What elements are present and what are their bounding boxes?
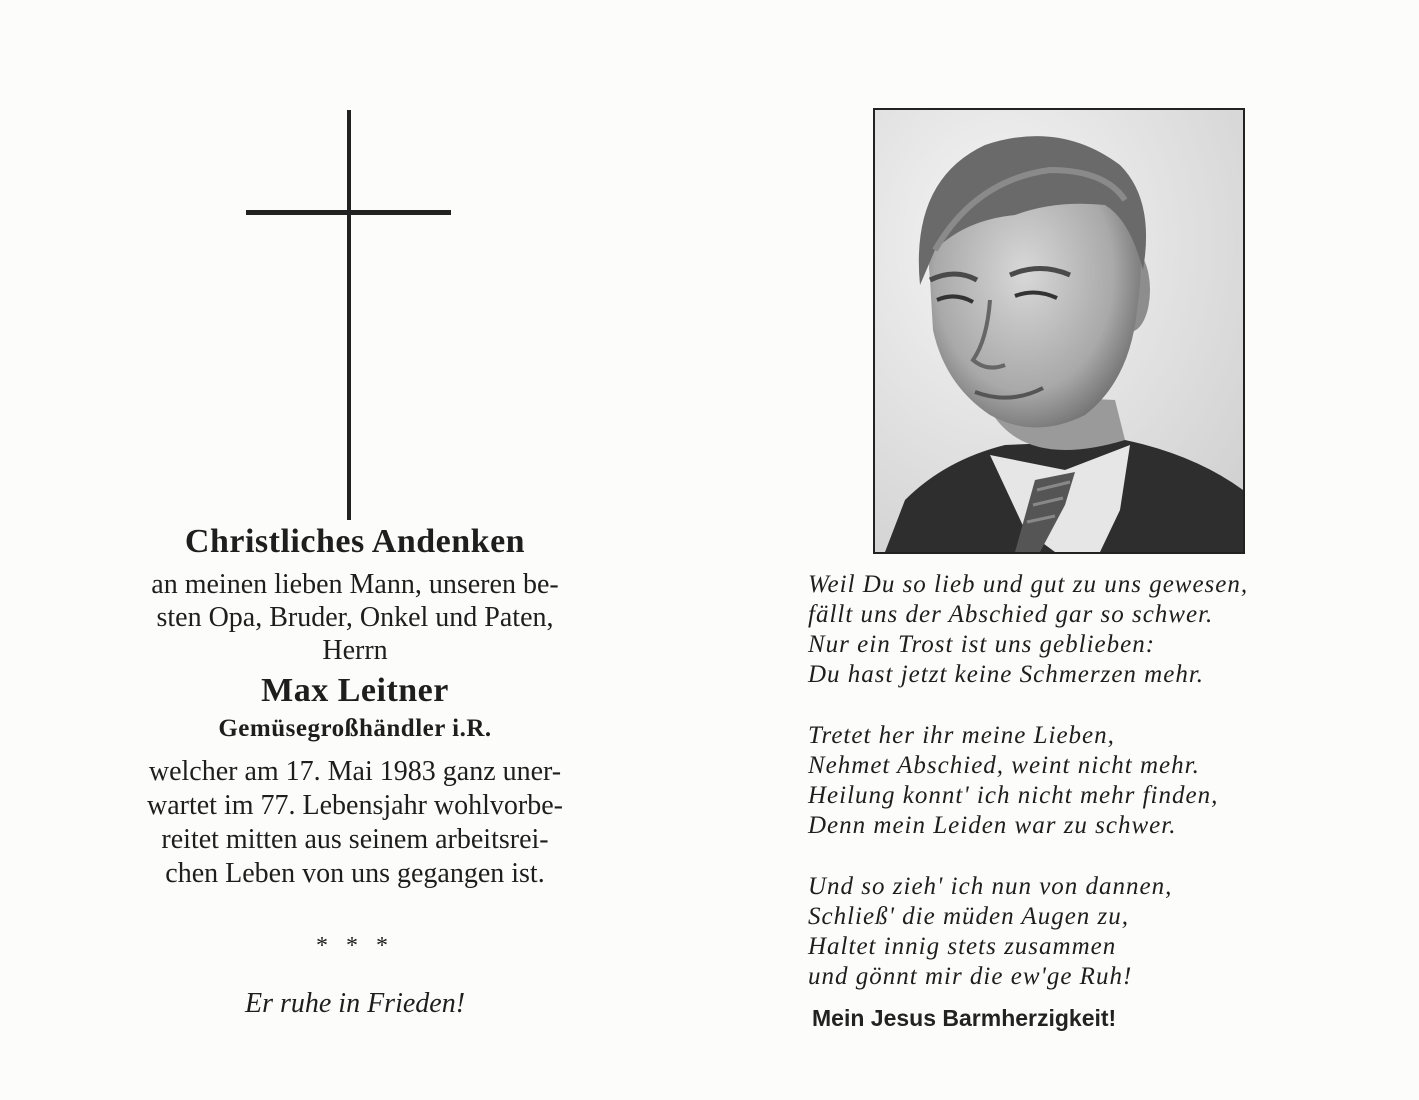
poem-stanza (808, 872, 1368, 992)
deceased-profession: Gemüsegroßhändler i.R. (218, 715, 492, 742)
intro-text (95, 568, 615, 667)
intro-line: an meinen lieben Mann, unseren be- (151, 569, 559, 600)
poem-line: Tretet her ihr meine Lieben, (808, 722, 1115, 749)
poem-line: Denn mein Leiden war zu schwer. (808, 812, 1177, 839)
notice-line: wartet im 77. Lebensjahr wohlvorbe- (147, 790, 563, 821)
notice-line: welcher am 17. Mai 1983 ganz uner- (148, 756, 562, 787)
poem-line: Nehmet Abschied, weint nicht mehr. (808, 752, 1200, 779)
poem-line: Schließ' die müden Augen zu, (808, 903, 1130, 930)
poem-line: Haltet innig stets zusammen (808, 933, 1117, 960)
rest-in-peace: Er ruhe in Frieden! (244, 988, 466, 1019)
deceased-name: Max Leitner (261, 672, 449, 709)
separator-stars: * * * (316, 933, 394, 959)
poem-line: Heilung konnt' ich nicht mehr finden, (808, 782, 1219, 809)
portrait-photo (873, 108, 1245, 554)
poem-line: Nur ein Trost ist uns geblieben: (808, 631, 1156, 658)
intro-line: Herrn (322, 635, 388, 666)
poem-line: Du hast jetzt keine Schmerzen mehr. (808, 661, 1205, 688)
cross-horizontal-bar (246, 210, 451, 215)
memorial-poem (808, 570, 1368, 1023)
death-notice (95, 755, 615, 891)
notice-line: chen Leben von uns gegangen ist. (165, 858, 545, 889)
memorial-title: Christliches Andenken (184, 523, 526, 560)
memorial-text (95, 520, 615, 1021)
closing-prayer: Mein Jesus Barmherzigkeit! (812, 1005, 1117, 1031)
poem-stanza (808, 570, 1368, 690)
poem-line: fällt uns der Abschied gar so schwer. (808, 601, 1214, 628)
poem-line: Und so zieh' ich nun von dannen, (808, 873, 1173, 900)
poem-stanza (808, 721, 1368, 841)
poem-line: und gönnt mir die ew'ge Ruh! (808, 963, 1133, 990)
portrait-illustration (875, 110, 1243, 552)
notice-line: reitet mitten aus seinem arbeitsrei- (161, 824, 549, 855)
poem-line: Weil Du so lieb und gut zu uns gewesen, (808, 571, 1249, 598)
intro-line: sten Opa, Bruder, Onkel und Paten, (156, 602, 554, 633)
cross-vertical-bar (347, 110, 351, 520)
